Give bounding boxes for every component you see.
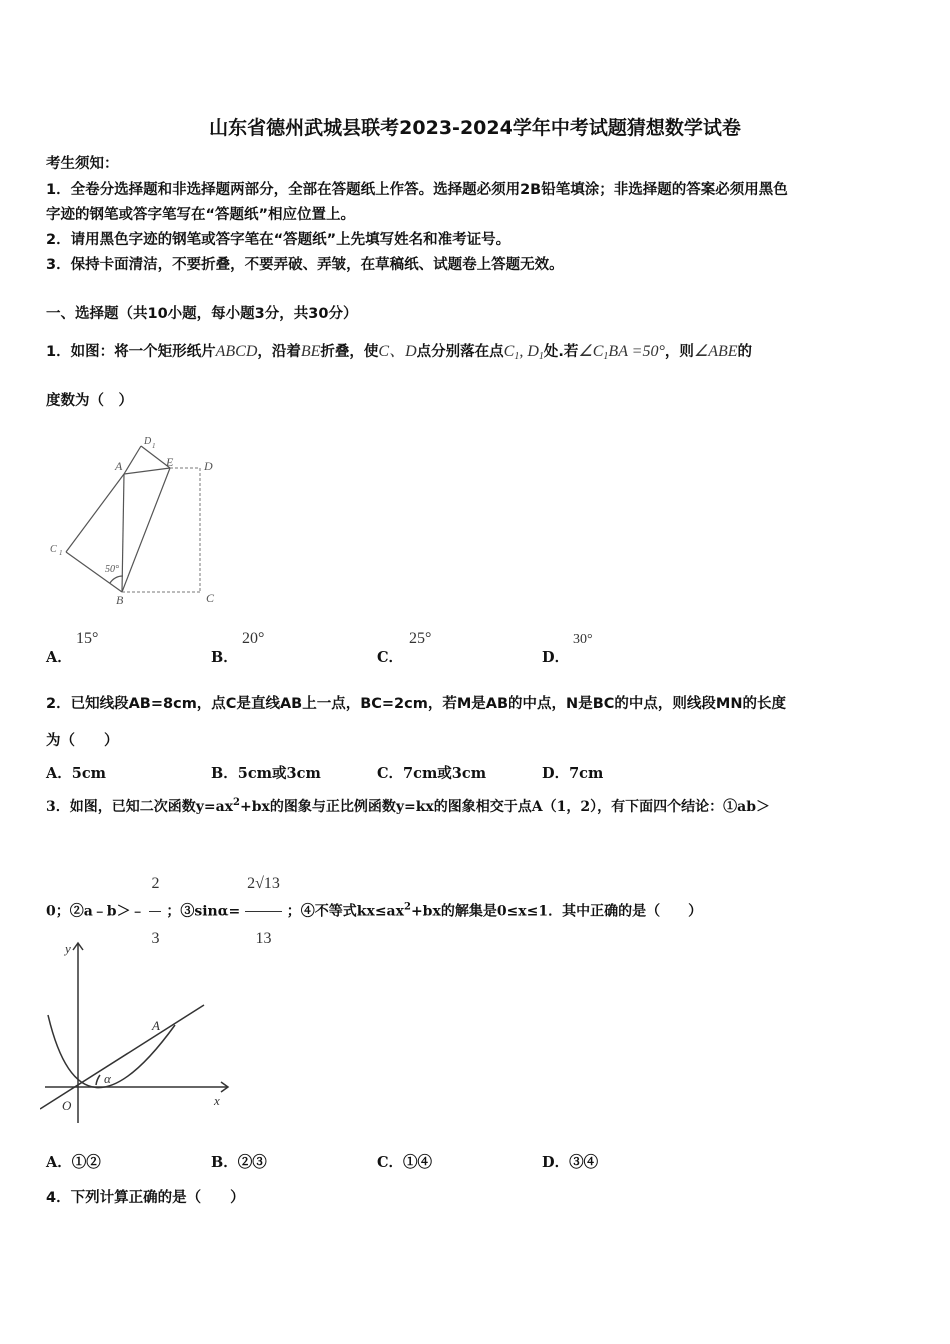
q1-text-part: 点分别落在点 bbox=[416, 344, 504, 360]
label-e: E bbox=[166, 455, 174, 469]
q3-option-b[interactable]: B．②③ bbox=[211, 1154, 267, 1171]
question-1-text bbox=[46, 338, 752, 362]
fraction-sin-alpha: $\frac{2√13}{13}$ bbox=[245, 858, 282, 965]
q3-option-a[interactable]: A．①② bbox=[46, 1154, 101, 1171]
notice-line-2: 2．请用黑色字迹的钢笔或答字笔在“答题纸”上先填写姓名和准考证号。 bbox=[46, 232, 511, 248]
question-3-text: 3．如图，已知二次函数$y=ax^2+bx$的图象与正比例函数y=kx的图象相交于点A（1，2），有下面四个结论：①ab＞ bbox=[46, 797, 770, 815]
q1-math-abe: ∠ABE bbox=[693, 343, 738, 360]
q3-parabola-line-graph bbox=[40, 935, 240, 1125]
proportional-line bbox=[40, 1005, 204, 1109]
q1-text-part: 的 bbox=[737, 344, 753, 360]
page-title: 山东省德州武城县联考2023-2024学年中考试题猜想数学试卷 bbox=[209, 117, 741, 139]
segment-e-b bbox=[122, 468, 170, 592]
label-d1-sub: 1 bbox=[152, 442, 156, 450]
alpha-arc bbox=[96, 1075, 100, 1085]
question-2-line-2: 为（ ） bbox=[46, 733, 119, 749]
label-a: A bbox=[115, 459, 123, 473]
q1-math-angle: $\angle C_1BA =50^\circ$ bbox=[578, 343, 665, 362]
q1-text-part: ，沿着 bbox=[257, 344, 301, 360]
fraction-two-thirds: $\frac{2}{3}$ bbox=[149, 858, 161, 965]
q2-option-d[interactable]: D．7cm bbox=[542, 765, 604, 782]
label-d1: D bbox=[144, 436, 152, 447]
segment-a-e bbox=[124, 468, 170, 474]
segment-a-b bbox=[122, 474, 124, 592]
q1-text-part: ，则 bbox=[664, 344, 694, 360]
q1-option-d-value: 30° bbox=[573, 632, 593, 647]
notice-heading: 考生须知： bbox=[46, 156, 119, 172]
q1-option-d-letter[interactable]: D． bbox=[542, 649, 570, 666]
question-4-text: 4．下列计算正确的是（ ） bbox=[46, 1190, 245, 1206]
q1-rectangle-fold-figure bbox=[40, 430, 240, 610]
q1-math-abcd: ABCD bbox=[215, 343, 258, 360]
q1-math-cd: C、D bbox=[378, 343, 417, 360]
label-alpha: α bbox=[104, 1071, 111, 1086]
q1-option-c-value: 25° bbox=[409, 630, 432, 647]
question-1-line-2: 度数为（ ） bbox=[46, 393, 133, 409]
label-a: A bbox=[152, 1018, 160, 1033]
segment-a-c1 bbox=[66, 474, 124, 552]
notice-line-1a: 1．全卷分选择题和非选择题两部分，全部在答题纸上作答。选择题必须用2B铅笔填涂；非选择题的答案必须用黑色 bbox=[46, 182, 788, 198]
q3-option-d[interactable]: D．③④ bbox=[542, 1154, 599, 1171]
question-3-line-2: 0；②a﹣b＞﹣ $\frac{2}{3}$ ；③sinα= $\frac{2√13}{13}$ ；④不等式$kx\le ax^2+bx$的解集是0≤x≤1．其中正确的是（ ） bbox=[46, 858, 702, 965]
label-c: C bbox=[206, 591, 215, 605]
q1-option-a-letter[interactable]: A． bbox=[46, 649, 72, 666]
q2-option-a[interactable]: A．5cm bbox=[46, 765, 107, 782]
q1-option-b-letter[interactable]: B． bbox=[211, 649, 238, 666]
section-heading: 一、选择题（共10小题，每小题3分，共30分） bbox=[46, 306, 358, 322]
q2-option-b[interactable]: B．5cm或3cm bbox=[211, 765, 321, 782]
label-y: y bbox=[65, 941, 71, 956]
q1-math-be: BE bbox=[300, 343, 321, 360]
label-c1: C bbox=[50, 544, 57, 555]
q1-math-c1d1: $C_1$, $D_1$ bbox=[503, 343, 544, 362]
question-2-text: 2．已知线段AB=8cm，点C是直线AB上一点，BC=2cm，若M是AB的中点，N是BC的中点，则线段MN的长度 bbox=[46, 696, 786, 712]
q1-option-a-value: 15° bbox=[76, 630, 99, 647]
q1-text-part: 折叠，使 bbox=[320, 344, 379, 360]
q1-option-b-value: 20° bbox=[242, 630, 265, 647]
q1-text-part: 处.若 bbox=[543, 344, 579, 360]
label-d: D bbox=[204, 459, 213, 473]
angle-arc bbox=[110, 576, 123, 583]
label-o: O bbox=[62, 1098, 72, 1113]
q1-option-c-letter[interactable]: C． bbox=[377, 649, 404, 666]
label-x: x bbox=[214, 1093, 220, 1108]
segment-a-d1 bbox=[124, 446, 141, 474]
q3-option-c[interactable]: C．①④ bbox=[377, 1154, 433, 1171]
label-angle: 50° bbox=[105, 564, 119, 575]
notice-line-1b: 字迹的钢笔或答字笔写在“答题纸”相应位置上。 bbox=[46, 207, 356, 223]
q2-option-c[interactable]: C．7cm或3cm bbox=[377, 765, 487, 782]
label-c1-sub: 1 bbox=[59, 549, 63, 557]
q1-text-part: 1．如图：将一个矩形纸片 bbox=[46, 344, 216, 360]
label-b: B bbox=[116, 593, 124, 607]
notice-line-3: 3．保持卡面清洁，不要折叠，不要弄破、弄皱，在草稿纸、试题卷上答题无效。 bbox=[46, 257, 564, 273]
